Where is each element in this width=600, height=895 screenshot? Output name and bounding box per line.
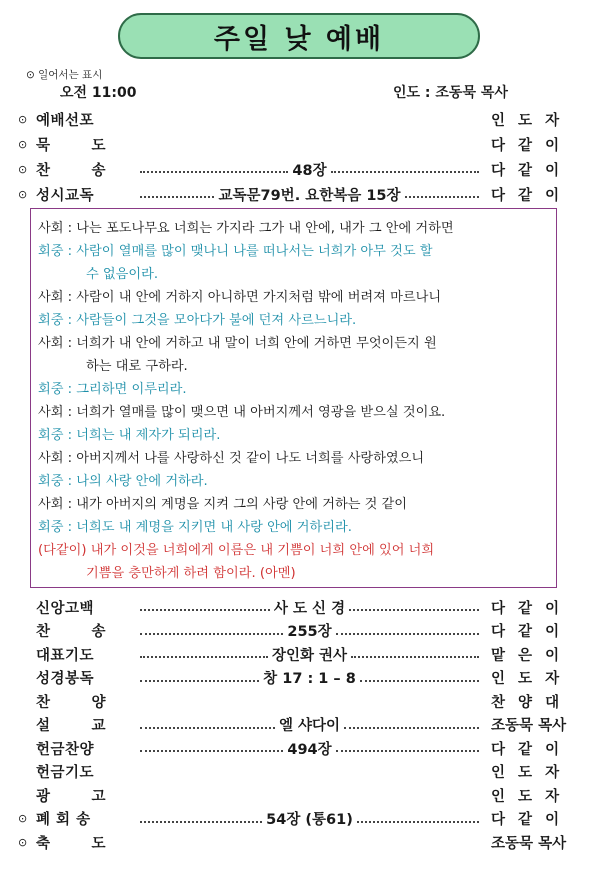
standing-legend: ⊙ 일어서는 표시 bbox=[26, 69, 103, 81]
leader-line: 사회 : 나는 포도나무요 너희는 가지라 그가 내 안에, 내가 그 안에 거하면 bbox=[38, 221, 454, 236]
leader-dots bbox=[405, 194, 479, 198]
worship-item-performer: 다 같 이 bbox=[491, 624, 564, 640]
worship-item-performer: 다 같 이 bbox=[491, 162, 564, 179]
leader-dots bbox=[351, 654, 479, 658]
worship-item-row bbox=[18, 133, 563, 155]
standing-mark-icon: ⊙ bbox=[18, 812, 28, 825]
worship-item-label: 설 교 bbox=[36, 718, 106, 734]
leader-line: 사회 : 내가 아버지의 계명을 지켜 그의 사랑 안에 거하는 것 같이 bbox=[38, 497, 408, 512]
leader-dots bbox=[336, 631, 479, 635]
worship-item-label: 성시교독 bbox=[36, 187, 95, 204]
worship-item-row bbox=[18, 108, 563, 130]
standing-mark-icon: ⊙ bbox=[18, 137, 28, 151]
worship-item-performer: 다 같 이 bbox=[491, 812, 564, 828]
worship-item-performer: 인 도 자 bbox=[491, 765, 564, 781]
worship-item-performer: 다 같 이 bbox=[491, 187, 564, 204]
worship-item-label: 폐 회 송 bbox=[36, 812, 91, 828]
leader-line: 사회 : 사람이 내 안에 거하지 아니하면 가지처럼 밖에 버려져 마르나니 bbox=[38, 290, 442, 305]
worship-item-row bbox=[18, 761, 563, 783]
worship-item-label: 묵 도 bbox=[36, 137, 106, 154]
leader-dots bbox=[140, 607, 270, 611]
leader-dots bbox=[140, 631, 283, 635]
worship-item-row bbox=[18, 667, 563, 689]
worship-item-row bbox=[18, 643, 563, 665]
leader-dots bbox=[360, 678, 479, 682]
worship-item-label: 축 도 bbox=[36, 835, 106, 852]
leader-dots bbox=[140, 194, 214, 198]
worship-item-performer: 다 같 이 bbox=[491, 137, 564, 154]
leader-dots bbox=[349, 607, 479, 611]
leader-dots bbox=[140, 748, 283, 752]
worship-item-performer: 다 같 이 bbox=[491, 600, 564, 617]
leader-dots bbox=[140, 701, 479, 703]
worship-item-performer: 찬 양 대 bbox=[491, 694, 564, 711]
congregation-line: 회중 : 사람들이 그것을 모아다가 불에 던져 사르느니라. bbox=[38, 313, 357, 328]
worship-item-row bbox=[18, 808, 563, 830]
worship-item-performer: 다 같 이 bbox=[491, 741, 564, 758]
leader-dots bbox=[336, 748, 479, 752]
standing-mark-icon: ⊙ bbox=[18, 835, 28, 849]
congregation-line: 수 없음이라. bbox=[86, 267, 159, 282]
leader-line: 사회 : 아버지께서 나를 사랑하신 것 같이 나도 너희를 사랑하였으니 bbox=[38, 451, 425, 466]
worship-item-content: 54장 (통61) bbox=[266, 812, 353, 828]
congregation-line: 회중 : 사람이 열매를 많이 맺나니 나를 떠나서는 너희가 아무 것도 할 bbox=[38, 244, 433, 259]
leader-dots bbox=[344, 725, 479, 729]
worship-item-row bbox=[18, 158, 563, 180]
worship-item-performer: 맡 은 이 bbox=[491, 647, 564, 664]
worship-item-label: 헌금기도 bbox=[36, 765, 95, 781]
worship-item-label: 광 고 bbox=[36, 788, 106, 805]
worship-item-label: 찬 송 bbox=[36, 624, 106, 640]
worship-item-label: 예배선포 bbox=[36, 112, 95, 129]
congregation-line: 회중 : 너희도 내 계명을 지키면 내 사랑 안에 거하리라. bbox=[38, 520, 352, 535]
leader-line: 사회 : 너희가 열매를 많이 맺으면 내 아버지께서 영광을 받으실 것이요. bbox=[38, 405, 446, 420]
worship-item-label: 찬 양 bbox=[36, 694, 106, 711]
worship-item-row bbox=[18, 737, 563, 759]
leader-dots bbox=[140, 119, 479, 121]
worship-item-row bbox=[18, 784, 563, 806]
service-leader: 인도 : 조동묵 목사 bbox=[393, 85, 508, 101]
unison-line: (다같이) 내가 이것을 너희에게 이름은 내 기쁨이 너희 안에 있어 너희 bbox=[38, 543, 435, 558]
worship-item-performer: 인 도 자 bbox=[491, 112, 564, 129]
standing-mark-icon: ⊙ bbox=[18, 187, 28, 201]
worship-item-label: 신앙고백 bbox=[36, 600, 95, 617]
worship-item-row bbox=[18, 596, 563, 618]
worship-item-content: 255장 bbox=[287, 624, 332, 640]
congregation-line: 회중 : 나의 사랑 안에 거하라. bbox=[38, 474, 208, 489]
leader-dots bbox=[140, 795, 479, 797]
worship-item-performer: 조동묵 목사 bbox=[491, 718, 567, 734]
standing-mark-icon: ⊙ bbox=[18, 162, 28, 176]
congregation-line: 회중 : 너희는 내 제자가 되리라. bbox=[38, 428, 221, 443]
unison-line: 기쁨을 충만하게 하려 함이라. (아멘) bbox=[86, 566, 296, 581]
worship-item-row bbox=[18, 831, 567, 853]
worship-item-label: 찬 송 bbox=[36, 162, 106, 179]
leader-dots bbox=[331, 169, 479, 173]
worship-item-performer: 조동묵 목사 bbox=[491, 835, 567, 852]
worship-item-row bbox=[18, 183, 563, 205]
congregation-line: 회중 : 그리하면 이루리라. bbox=[38, 382, 187, 397]
worship-item-row bbox=[18, 690, 563, 712]
leader-line: 하는 대로 구하라. bbox=[86, 359, 188, 374]
service-time: 오전 11:00 bbox=[60, 85, 137, 101]
standing-mark-icon: ⊙ bbox=[18, 112, 28, 126]
leader-dots bbox=[140, 772, 479, 774]
leader-line: 사회 : 너희가 내 안에 거하고 내 말이 너희 안에 거하면 무엇이든지 원 bbox=[38, 336, 437, 351]
responsive-reading-box bbox=[30, 208, 557, 588]
leader-dots bbox=[140, 654, 268, 658]
worship-item-performer: 인 도 자 bbox=[491, 671, 564, 687]
leader-dots bbox=[140, 819, 262, 823]
worship-item-row bbox=[18, 714, 567, 736]
leader-dots bbox=[357, 819, 479, 823]
worship-item-label: 헌금찬양 bbox=[36, 741, 95, 758]
leader-dots bbox=[140, 842, 479, 844]
worship-item-content: 48장 bbox=[292, 162, 327, 179]
worship-item-content: 장인화 권사 bbox=[271, 647, 348, 664]
leader-dots bbox=[140, 169, 288, 173]
page-title: 주일 낮 예배 bbox=[118, 13, 480, 59]
leader-dots bbox=[140, 678, 259, 682]
leader-dots bbox=[140, 725, 275, 729]
worship-item-performer: 인 도 자 bbox=[491, 788, 564, 805]
worship-item-content: 교독문79번. 요한복음 15장 bbox=[218, 187, 401, 204]
worship-item-row bbox=[18, 620, 563, 642]
worship-item-label: 대표기도 bbox=[36, 647, 95, 664]
worship-item-content: 엘 샤다이 bbox=[278, 718, 341, 734]
worship-item-content: 494장 bbox=[287, 741, 332, 758]
worship-item-content: 창 17 : 1 – 8 bbox=[263, 671, 356, 687]
leader-dots bbox=[140, 144, 479, 146]
worship-item-label: 성경봉독 bbox=[36, 671, 95, 687]
worship-item-content: 사 도 신 경 bbox=[273, 600, 346, 617]
